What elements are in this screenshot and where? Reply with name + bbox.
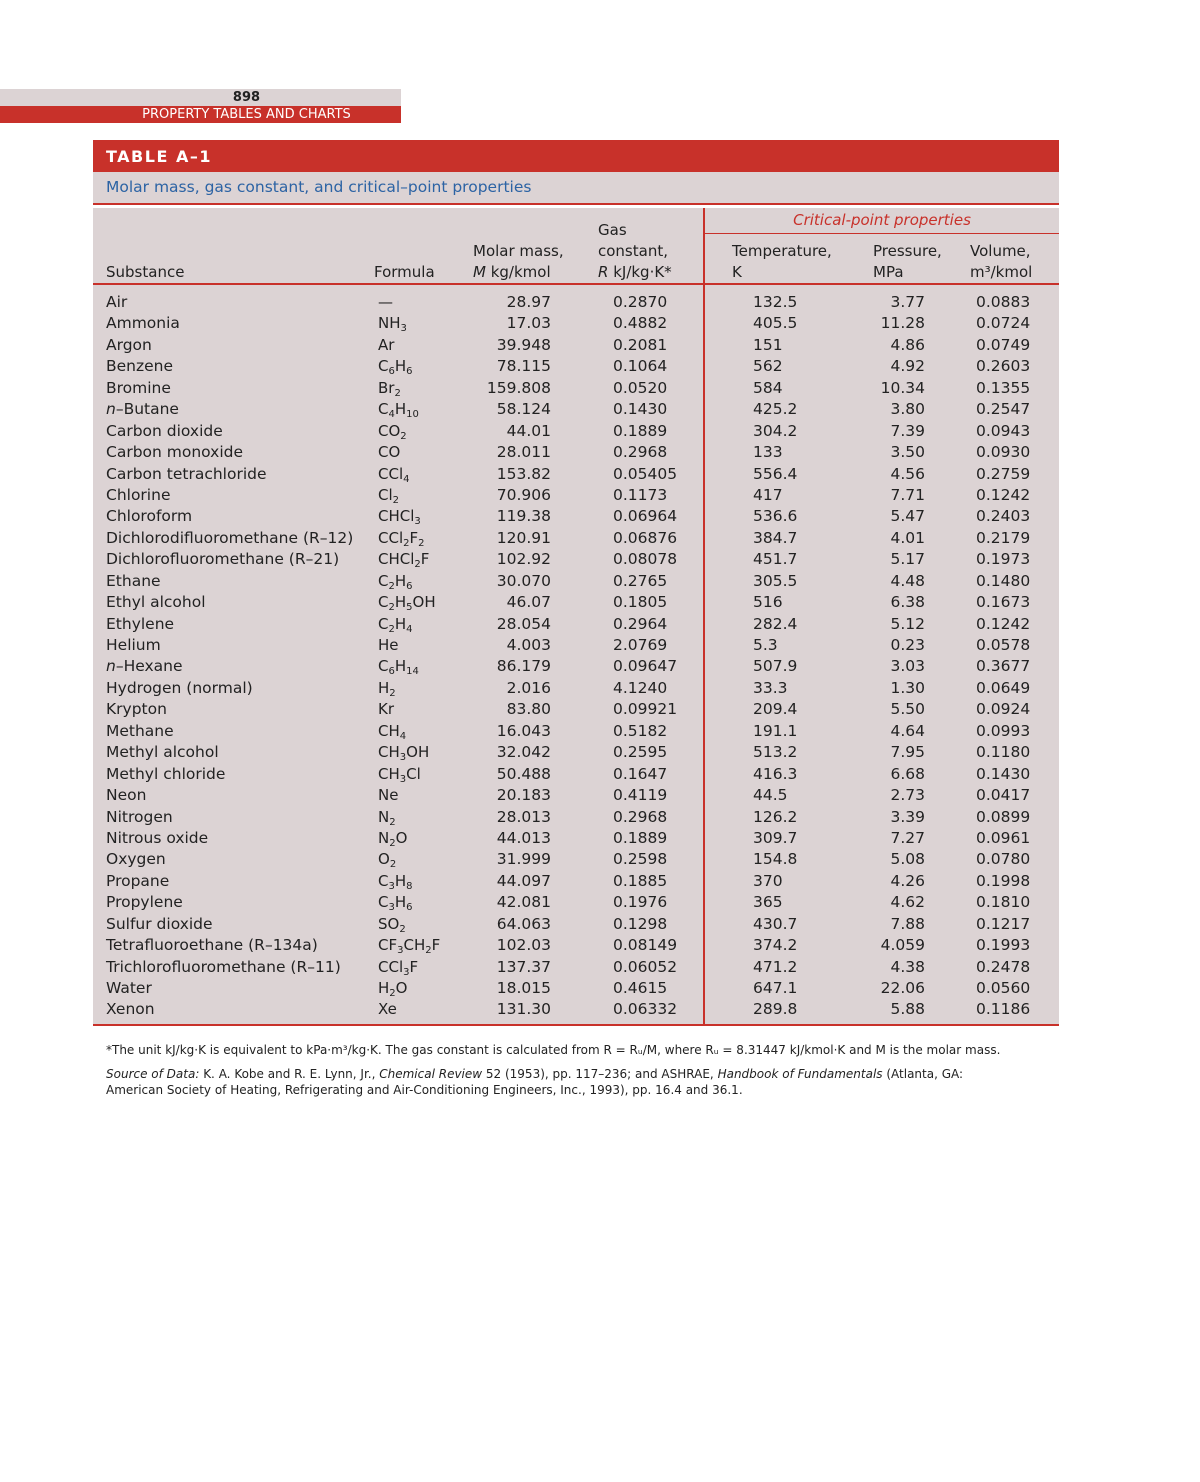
cell-gas-constant: 0.2595 [613, 743, 668, 762]
cell-formula: $O_2$ [378, 850, 397, 871]
table-row [93, 914, 1059, 935]
cell-substance: Bromine [106, 378, 171, 397]
cell-volume: 0.1810 [976, 893, 1031, 912]
cell-formula: $SO_2$ [378, 914, 406, 935]
cell-pressure: 2.73 [890, 786, 925, 805]
table-row [93, 742, 1059, 763]
cell-formula: Xe [378, 1000, 397, 1019]
cell-gas-constant: 0.08149 [613, 936, 678, 955]
cell-formula: CO [378, 443, 401, 462]
cell-pressure: 4.56 [890, 464, 925, 483]
cell-pressure: 22.06 [880, 979, 925, 997]
cell-volume: 0.0578 [976, 636, 1031, 654]
cell-molar-mass: 18.015 [496, 979, 551, 997]
cell-formula: $H_2O$ [378, 979, 408, 999]
cell-molar-mass: 39.948 [496, 335, 551, 354]
unit-footnote: *The unit kJ/kg·K is equivalent to kPa·m³/kg·K. The gas constant is calculated from R = Rᵤ/M, where Rᵤ = 8.31447 kJ/kmol·K and M is the molar mass. [106, 1043, 1001, 1057]
cell-molar-mass: 30.070 [496, 571, 551, 590]
cell-substance: Ethyl alcohol [106, 593, 206, 612]
cell-substance: Ammonia [106, 314, 180, 333]
cell-volume: 0.0780 [976, 850, 1031, 869]
table-row [93, 464, 1059, 485]
cell-gas-constant: 0.2968 [613, 807, 668, 826]
cell-formula: $N_2$ [378, 807, 396, 828]
cell-molar-mass: 44.013 [496, 828, 551, 847]
cell-molar-mass: 46.07 [506, 593, 551, 612]
cell-substance: Methane [106, 721, 174, 740]
cell-substance: Ethane [106, 571, 161, 590]
cell-molar-mass: 153.82 [496, 464, 551, 483]
cell-substance: n–Hexane [106, 657, 183, 676]
cell-pressure: 6.68 [890, 764, 925, 783]
cell-volume: 0.0883 [976, 293, 1031, 311]
table-row [93, 892, 1059, 913]
cell-molar-mass: 102.03 [496, 936, 551, 955]
cell-volume: 0.1998 [976, 871, 1031, 890]
cell-molar-mass: 16.043 [496, 721, 551, 740]
table-row [93, 764, 1059, 785]
cell-substance: Carbon monoxide [106, 443, 244, 462]
cell-formula: $CCl_2F_2$ [378, 528, 425, 549]
table-row [93, 849, 1059, 870]
cell-pressure: 4.26 [890, 871, 925, 890]
cell-molar-mass: 137.37 [496, 957, 551, 976]
cell-temperature: 507.9 [753, 657, 798, 676]
table-row [93, 528, 1059, 549]
cell-gas-constant: 0.06964 [613, 507, 678, 526]
cell-temperature: 384.7 [753, 528, 798, 547]
cell-gas-constant: 0.1976 [613, 893, 668, 912]
cell-substance: Argon [106, 335, 152, 354]
table-row [93, 485, 1059, 506]
cell-temperature: 425.2 [753, 400, 798, 419]
cell-volume: 0.1993 [976, 936, 1031, 955]
table-row [93, 957, 1059, 978]
cell-pressure: 3.50 [890, 443, 925, 462]
cell-formula: $CH_3OH$ [378, 743, 430, 764]
cell-substance: Trichlorofluoromethane (R–11) [106, 957, 341, 976]
cell-volume: 0.0649 [976, 678, 1031, 697]
cell-gas-constant: 0.1430 [613, 400, 668, 419]
cell-volume: 0.3677 [976, 657, 1031, 676]
table-row [93, 399, 1059, 420]
cell-pressure: 7.88 [890, 914, 925, 933]
cell-pressure: 10.34 [880, 378, 925, 397]
cell-molar-mass: 70.906 [496, 485, 551, 504]
cell-molar-mass: 28.97 [506, 293, 551, 311]
cell-molar-mass: 28.011 [496, 443, 551, 462]
cell-pressure: 11.28 [880, 314, 925, 333]
cell-pressure: 3.39 [890, 807, 925, 826]
cell-gas-constant: 0.05405 [613, 464, 678, 483]
cell-formula: $CH_3Cl$ [378, 764, 421, 785]
cell-gas-constant: 0.2765 [613, 571, 668, 590]
cell-gas-constant: 0.06332 [613, 1000, 678, 1019]
cell-pressure: 4.86 [890, 335, 925, 354]
cell-molar-mass: 4.003 [506, 636, 551, 654]
cell-temperature: 370 [753, 871, 783, 890]
cell-molar-mass: 58.124 [496, 400, 551, 419]
cell-molar-mass: 119.38 [496, 507, 551, 526]
cell-volume: 0.0899 [976, 807, 1031, 826]
cell-gas-constant: 4.1240 [613, 678, 668, 697]
header-molar-mass [473, 241, 564, 283]
cell-volume: 0.1673 [976, 593, 1031, 612]
cell-substance: Krypton [106, 700, 167, 719]
cell-volume: 0.2759 [976, 464, 1031, 483]
cell-substance: Hydrogen (normal) [106, 678, 253, 697]
cell-volume: 0.0417 [976, 786, 1031, 805]
cell-volume: 0.0749 [976, 335, 1031, 354]
header-molar-mass-line2: M kg/kmol [473, 263, 551, 281]
cell-temperature: 33.3 [753, 678, 788, 697]
cell-molar-mass: 83.80 [506, 700, 551, 719]
cell-gas-constant: 0.2968 [613, 443, 668, 462]
cell-gas-constant: 0.1805 [613, 593, 668, 612]
cell-formula: $C_2H_4$ [378, 614, 413, 635]
table-row [93, 614, 1059, 635]
table-row [93, 871, 1059, 892]
cell-temperature: 584 [753, 378, 783, 397]
cell-gas-constant: 0.1889 [613, 421, 668, 440]
table-row [93, 356, 1059, 377]
cell-formula: $H_2$ [378, 678, 396, 699]
cell-volume: 0.2478 [976, 957, 1031, 976]
cell-temperature: 154.8 [753, 850, 798, 869]
cell-formula: CHCl$_2$F [378, 550, 430, 571]
cell-volume: 0.2603 [976, 357, 1031, 376]
cell-molar-mass: 131.30 [496, 1000, 551, 1019]
cell-substance: Nitrous oxide [106, 828, 209, 847]
table-row [93, 785, 1059, 806]
cell-formula: CCl$_3$F [378, 957, 419, 978]
cell-substance: Sulfur dioxide [106, 914, 213, 933]
cell-formula: $N_2O$ [378, 828, 408, 849]
cell-temperature: 305.5 [753, 571, 798, 590]
cell-gas-constant: 2.0769 [613, 636, 668, 654]
cell-temperature: 133 [753, 443, 783, 462]
header-formula: Formula [374, 263, 435, 281]
cell-formula: $CH_4$ [378, 721, 407, 742]
cell-substance: Benzene [106, 357, 174, 376]
cell-pressure: 0.23 [890, 636, 925, 654]
cell-volume: 0.1242 [976, 614, 1031, 633]
cell-temperature: 5.3 [753, 636, 778, 654]
table-row [93, 378, 1059, 399]
cell-pressure: 5.88 [890, 1000, 925, 1019]
header-molar-mass-line1: Molar mass, [473, 242, 564, 260]
cell-substance: Chlorine [106, 485, 171, 504]
cell-volume: 0.1355 [976, 378, 1031, 397]
cell-molar-mass: 44.097 [496, 871, 551, 890]
cell-pressure: 7.95 [890, 743, 925, 762]
cell-volume: 0.1430 [976, 764, 1031, 783]
cell-substance: n–Butane [106, 400, 179, 419]
cell-gas-constant: 0.1885 [613, 871, 668, 890]
cell-gas-constant: 0.08078 [613, 550, 678, 569]
table-row [93, 978, 1059, 999]
cell-gas-constant: 0.1647 [613, 764, 668, 783]
cell-substance: Air [106, 293, 128, 311]
cell-volume: 0.1480 [976, 571, 1031, 590]
cell-pressure: 7.71 [890, 485, 925, 504]
table-row [93, 571, 1059, 592]
cell-substance: Neon [106, 786, 147, 805]
cell-pressure: 5.12 [890, 614, 925, 633]
table-row [93, 678, 1059, 699]
cell-pressure: 5.50 [890, 700, 925, 719]
cell-temperature: 513.2 [753, 743, 798, 762]
cell-volume: 0.2547 [976, 400, 1031, 419]
cell-formula: $Cl_2$ [378, 485, 400, 506]
cell-substance: Ethylene [106, 614, 175, 633]
cell-substance: Carbon dioxide [106, 421, 223, 440]
cell-gas-constant: 0.0520 [613, 378, 668, 397]
cell-gas-constant: 0.2081 [613, 335, 668, 354]
cell-molar-mass: 64.063 [496, 914, 551, 933]
cell-gas-constant: 0.4882 [613, 314, 668, 333]
cell-temperature: 405.5 [753, 314, 798, 333]
cell-temperature: 562 [753, 357, 783, 376]
cell-pressure: 4.64 [890, 721, 925, 740]
cell-volume: 0.0943 [976, 421, 1031, 440]
cell-gas-constant: 0.06052 [613, 957, 678, 976]
cell-formula: $C_3H_6$ [378, 893, 413, 914]
page-header [0, 89, 401, 123]
header-substance: Substance [106, 263, 185, 281]
cell-temperature: 304.2 [753, 421, 798, 440]
cell-gas-constant: 0.2964 [613, 614, 668, 633]
cell-gas-constant: 0.2598 [613, 850, 668, 869]
cell-substance: Carbon tetrachloride [106, 464, 267, 483]
table-row [93, 335, 1059, 356]
cell-gas-constant: 0.4119 [613, 786, 668, 805]
cell-pressure: 4.62 [890, 893, 925, 912]
cell-substance: Water [106, 979, 152, 997]
cell-gas-constant: 0.1173 [613, 485, 668, 504]
cell-temperature: 516 [753, 593, 783, 612]
cell-volume: 0.2179 [976, 528, 1031, 547]
cell-volume: 0.1186 [976, 1000, 1031, 1019]
cell-molar-mass: 28.013 [496, 807, 551, 826]
cell-pressure: 3.80 [890, 400, 925, 419]
cell-substance: Propane [106, 871, 170, 890]
cell-gas-constant: 0.09647 [613, 657, 678, 676]
cell-volume: 0.1217 [976, 914, 1031, 933]
cell-molar-mass: 78.115 [496, 357, 551, 376]
cell-formula: $CO_2$ [378, 421, 407, 442]
cell-substance: Nitrogen [106, 807, 173, 826]
cell-formula: He [378, 636, 399, 654]
cell-substance: Propylene [106, 893, 183, 912]
cell-pressure: 3.03 [890, 657, 925, 676]
table-row [93, 721, 1059, 742]
cell-temperature: 209.4 [753, 700, 798, 719]
critical-point-header: Critical-point properties [705, 208, 1059, 234]
table-row [93, 549, 1059, 570]
cell-molar-mass: 86.179 [496, 657, 551, 676]
cell-molar-mass: 159.808 [486, 378, 551, 397]
page-number: 898 [0, 89, 401, 106]
property-table [93, 140, 1059, 1026]
cell-volume: 0.0993 [976, 721, 1031, 740]
cell-gas-constant: 0.4615 [613, 979, 668, 997]
table-rows [93, 285, 1059, 1024]
table-row [93, 313, 1059, 334]
cell-pressure: 4.48 [890, 571, 925, 590]
cell-gas-constant: 0.06876 [613, 528, 678, 547]
cell-molar-mass: 2.016 [506, 678, 551, 697]
header-temperature: Temperature, K [732, 242, 832, 281]
cell-temperature: 417 [753, 485, 783, 504]
cell-formula: $C_4H_{10}$ [378, 400, 419, 421]
cell-volume: 0.0930 [976, 443, 1031, 462]
cell-gas-constant: 0.1064 [613, 357, 668, 376]
cell-substance: Tetrafluoroethane (R–134a) [106, 936, 318, 955]
footnotes [106, 1042, 1006, 1106]
cell-formula: $CF_3CH_2F$ [378, 936, 441, 957]
table-row [93, 592, 1059, 613]
cell-temperature: 451.7 [753, 550, 798, 569]
cell-molar-mass: 120.91 [496, 528, 551, 547]
cell-volume: 0.1242 [976, 485, 1031, 504]
cell-pressure: 1.30 [890, 678, 925, 697]
chapter-title: PROPERTY TABLES AND CHARTS [0, 106, 401, 123]
cell-temperature: 126.2 [753, 807, 798, 826]
cell-formula: $Br_2$ [378, 378, 401, 399]
cell-substance: Helium [106, 636, 161, 654]
cell-temperature: 430.7 [753, 914, 798, 933]
cell-formula: $C_6H_{14}$ [378, 657, 419, 678]
cell-temperature: 132.5 [753, 293, 798, 311]
cell-formula: $C_2H_6$ [378, 571, 413, 592]
table-row [93, 506, 1059, 527]
cell-temperature: 374.2 [753, 936, 798, 955]
cell-substance: Methyl alcohol [106, 743, 219, 762]
cell-pressure: 3.77 [890, 293, 925, 311]
cell-pressure: 4.92 [890, 357, 925, 376]
cell-temperature: 556.4 [753, 464, 798, 483]
cell-gas-constant: 0.1889 [613, 828, 668, 847]
header-volume: Volume, m³/kmol [970, 242, 1033, 281]
source-footnote: Source of Data: K. A. Kobe and R. E. Lynn, Jr., Chemical Review 52 (1953), pp. 117–236; and ASHRAE, Handbook of Fundamentals (Atlanta, GA: American Society of Heating, Refrigerating and Air-Conditioning Engineers, Inc., 1993), pp. 16.4 and 36.1. [106, 1067, 964, 1097]
table-row [93, 442, 1059, 463]
cell-temperature: 416.3 [753, 764, 798, 783]
table-row [93, 292, 1059, 313]
cell-temperature: 289.8 [753, 1000, 798, 1019]
cell-volume: 0.1180 [976, 743, 1031, 762]
table-row [93, 635, 1059, 656]
cell-temperature: 365 [753, 893, 783, 912]
cell-pressure: 5.47 [890, 507, 925, 526]
cell-volume: 0.0961 [976, 828, 1031, 847]
table-caption: Molar mass, gas constant, and critical–point properties [93, 172, 1059, 205]
cell-substance: Dichlorofluoromethane (R–21) [106, 550, 340, 569]
cell-temperature: 471.2 [753, 957, 798, 976]
cell-volume: 0.2403 [976, 507, 1031, 526]
cell-temperature: 309.7 [753, 828, 798, 847]
table-row [93, 699, 1059, 720]
cell-formula: Ne [378, 786, 399, 805]
cell-gas-constant: 0.1298 [613, 914, 668, 933]
cell-temperature: 151 [753, 335, 783, 354]
cell-formula: — [378, 293, 393, 311]
cell-volume: 0.0724 [976, 314, 1031, 333]
cell-temperature: 282.4 [753, 614, 798, 633]
cell-substance: Xenon [106, 1000, 155, 1019]
table-row [93, 828, 1059, 849]
cell-volume: 0.0924 [976, 700, 1031, 719]
cell-pressure: 5.08 [890, 850, 925, 869]
cell-molar-mass: 102.92 [496, 550, 551, 569]
cell-formula: $NH_3$ [378, 314, 407, 335]
cell-molar-mass: 17.03 [506, 314, 551, 333]
cell-molar-mass: 28.054 [496, 614, 551, 633]
table-row [93, 935, 1059, 956]
cell-formula: $C_6H_6$ [378, 357, 413, 378]
cell-formula: CCl$_4$ [378, 464, 410, 485]
cell-temperature: 647.1 [753, 979, 798, 997]
cell-formula: $C_2H_5OH$ [378, 593, 436, 614]
cell-molar-mass: 32.042 [496, 743, 551, 762]
cell-formula: CHCl$_3$ [378, 507, 421, 528]
cell-molar-mass: 20.183 [496, 786, 551, 805]
cell-pressure: 5.17 [890, 550, 925, 569]
cell-pressure: 6.38 [890, 593, 925, 612]
header-pressure: Pressure, MPa [873, 242, 942, 281]
cell-substance: Oxygen [106, 850, 166, 869]
cell-formula: Ar [378, 335, 395, 354]
cell-substance: Methyl chloride [106, 764, 226, 783]
cell-temperature: 536.6 [753, 507, 798, 526]
cell-pressure: 4.01 [890, 528, 925, 547]
cell-formula: Kr [378, 700, 395, 719]
cell-pressure: 4.38 [890, 957, 925, 976]
cell-gas-constant: 0.09921 [613, 700, 678, 719]
cell-pressure: 7.27 [890, 828, 925, 847]
cell-formula: $C_3H_8$ [378, 871, 413, 892]
cell-molar-mass: 42.081 [496, 893, 551, 912]
cell-gas-constant: 0.2870 [613, 293, 668, 311]
table-label: TABLE A–1 [93, 140, 1059, 172]
table-row [93, 807, 1059, 828]
cell-pressure: 4.059 [880, 936, 925, 955]
table-row [93, 999, 1059, 1020]
table-header [93, 208, 1059, 285]
cell-temperature: 191.1 [753, 721, 798, 740]
table-row [93, 421, 1059, 442]
cell-gas-constant: 0.5182 [613, 721, 668, 740]
cell-temperature: 44.5 [753, 786, 788, 805]
cell-volume: 0.0560 [976, 979, 1031, 997]
table-row [93, 656, 1059, 677]
cell-volume: 0.1973 [976, 550, 1031, 569]
cell-pressure: 7.39 [890, 421, 925, 440]
cell-molar-mass: 50.488 [496, 764, 551, 783]
cell-molar-mass: 44.01 [506, 421, 551, 440]
cell-substance: Chloroform [106, 507, 193, 526]
cell-substance: Dichlorodifluoromethane (R–12) [106, 528, 354, 547]
table-body [93, 208, 1059, 1026]
header-gas-constant: Gas constant, R kJ/kg·K* [598, 221, 672, 281]
cell-molar-mass: 31.999 [496, 850, 551, 869]
